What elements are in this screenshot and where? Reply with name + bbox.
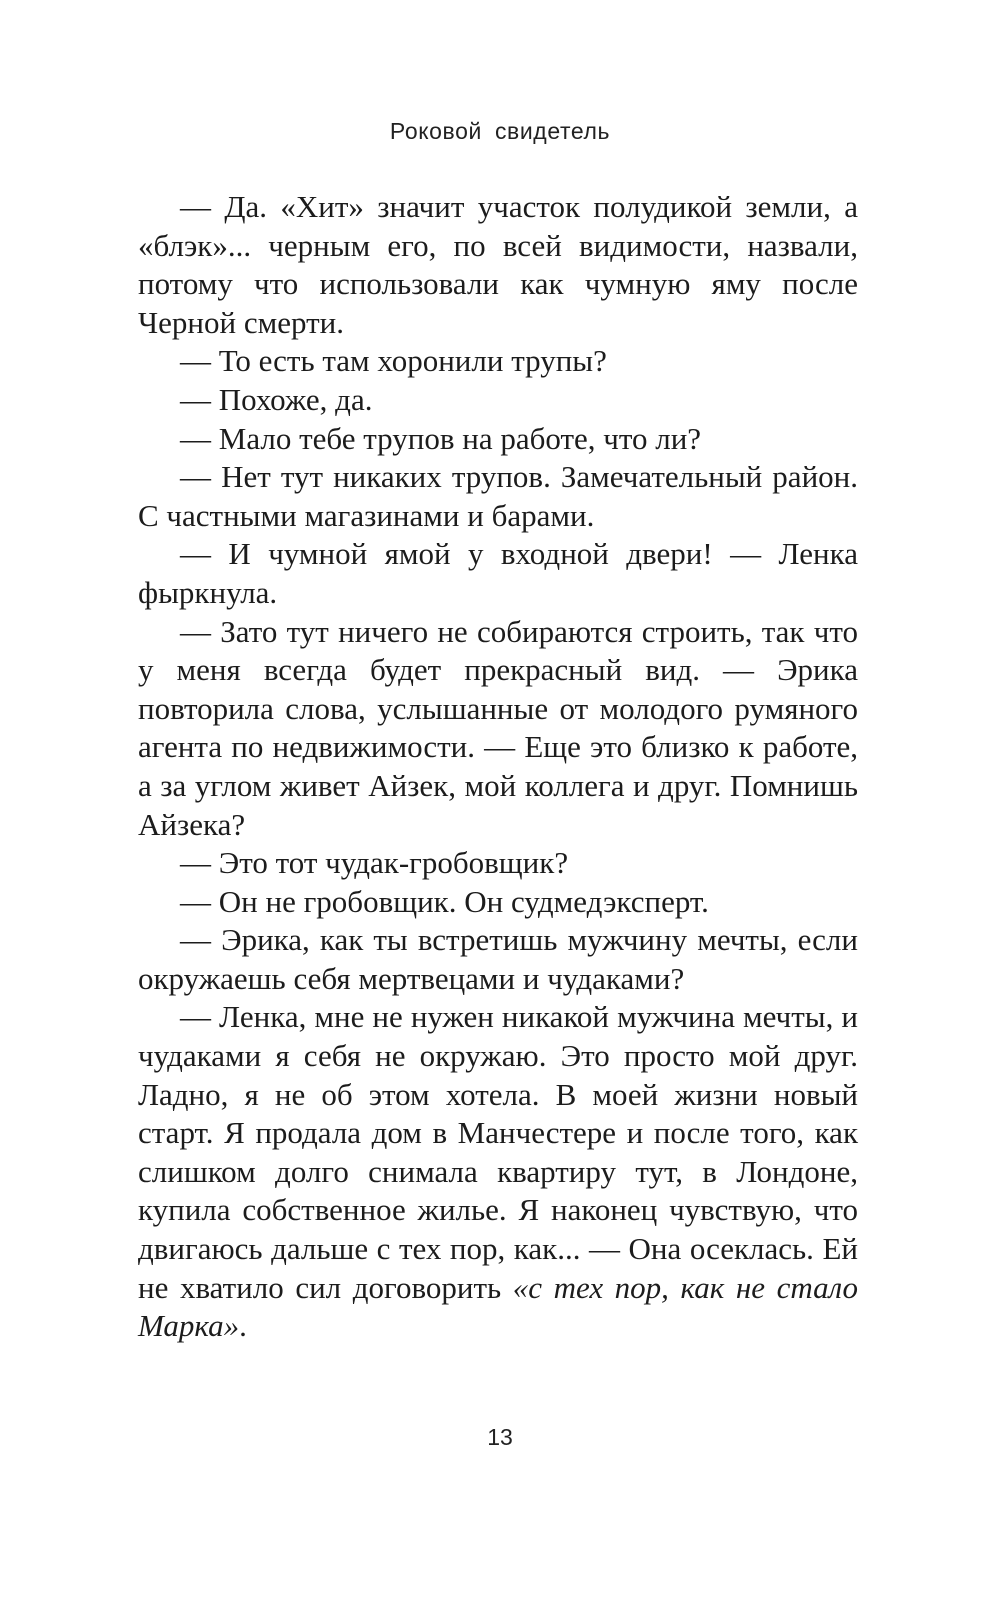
paragraph: — И чумной ямой у входной двери! — Ленка фыркнула.: [138, 536, 858, 610]
paragraph-last: [138, 998, 858, 1345]
paragraph: — Эрика, как ты встретишь мужчину мечты, если окружаешь себя мертвецами и чудаками?: [138, 922, 858, 996]
closing-punctuation: .: [239, 1308, 247, 1344]
paragraph: — Мало тебе трупов на работе, что ли?: [180, 420, 702, 456]
paragraph: — Это тот чудак-гробовщик?: [180, 845, 569, 881]
paragraph: — То есть там хоронили трупы?: [180, 343, 607, 379]
body-text: [138, 188, 858, 1346]
paragraph-text: — Ленка, мне не нужен никакой мужчина мечты, и чудаками я себя не окружаю. Это просто мой друг. Ладно, я не об этом хотела. В моей жизни новый старт. Я продала дом в Манчестере и после того, как слишком долго снимала квартиру тут, в Лондоне, купила собственное жилье. Я наконец чувствую, что двигаюсь дальше с тех пор, как... — Она осеклась. Ей не хватило сил договорить: [138, 999, 858, 1305]
paragraph: — Зато тут ничего не собираются строить, так что у меня всегда будет прекрасный вид. — Эрика повторила слова, услышанные от молодого румяного агента по недвижимости. — Еще это близко к работе, а за углом живет Айзек, мой коллега и друг. Помнишь Айзека?: [138, 613, 858, 842]
italic-quote: «с тех пор, как не стало Марка»: [138, 1269, 858, 1344]
running-header: Роковой свидетель: [389, 118, 611, 144]
paragraph: — Да. «Хит» значит участок полудикой земли, а «блэк»... черным его, по всей видимости, назвали, потому что использовали как чумную яму после Черной смерти.: [138, 189, 858, 340]
page-number: 13: [487, 1424, 513, 1450]
paragraph: — Нет тут никаких трупов. Замечательный район. С частными магазинами и барами.: [138, 459, 858, 533]
paragraph: — Он не гробовщик. Он судмедэксперт.: [180, 883, 709, 919]
paragraph: — Похоже, да.: [180, 381, 373, 417]
